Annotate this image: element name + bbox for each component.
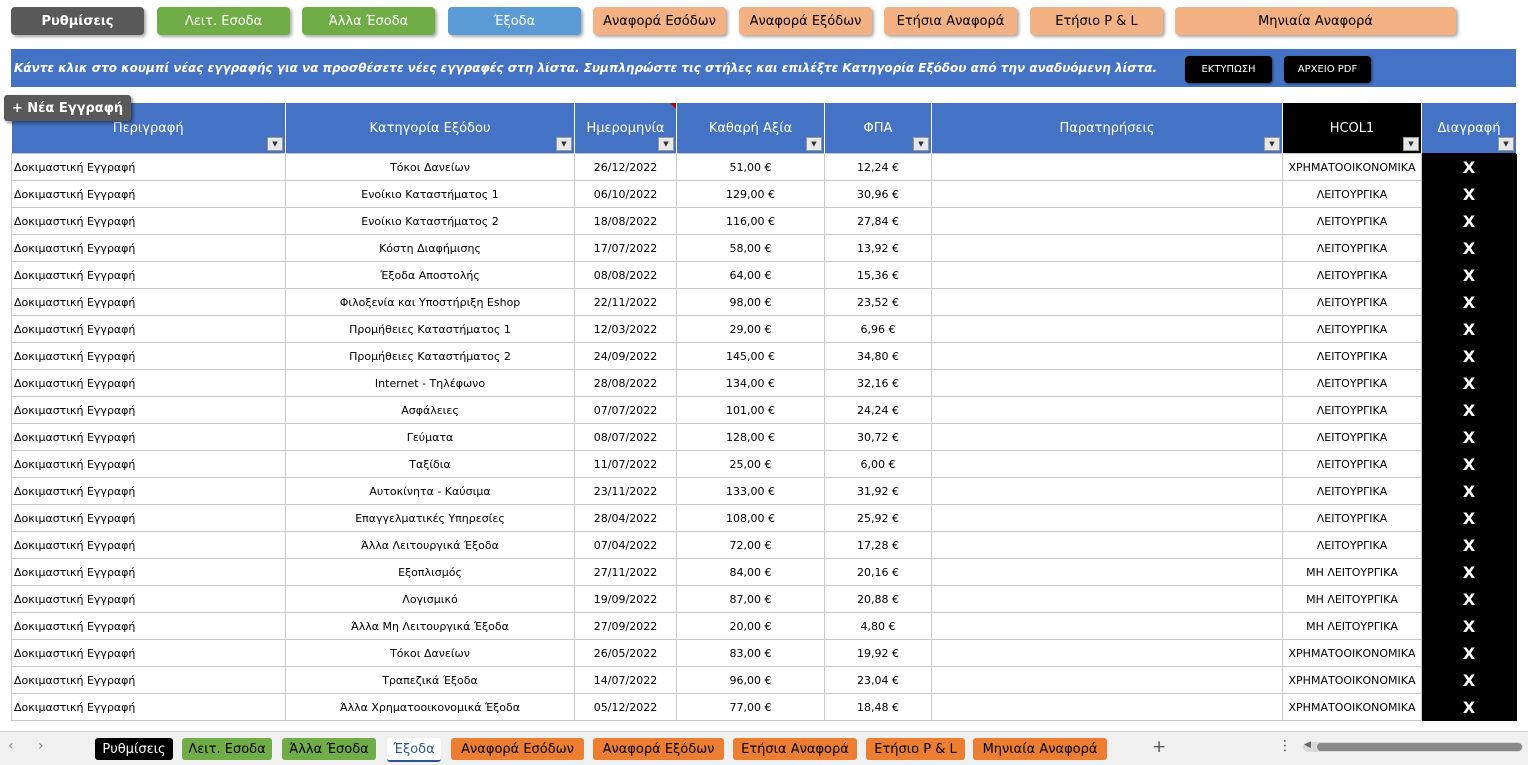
category-cell[interactable]: Ενοίκιο Καταστήματος 2 [286, 208, 575, 235]
tab-operating-income[interactable]: Λειτ. Εσοδα [182, 738, 272, 760]
category-cell[interactable]: Ασφάλειες [286, 397, 575, 424]
description-cell[interactable]: Δοκιμαστική Εγγραφή [12, 235, 286, 262]
table-row [12, 235, 1517, 262]
filter-dropdown-icon[interactable]: ▼ [1498, 137, 1514, 151]
notes-cell[interactable] [932, 397, 1283, 424]
hcol1-cell[interactable]: ΧΡΗΜΑΤΟΟΙΚΟΝΟΜΙΚΑ [1283, 154, 1422, 181]
table-body [12, 154, 1517, 721]
description-cell[interactable]: Δοκιμαστική Εγγραφή [12, 613, 286, 640]
column-header-hcol1 [1283, 103, 1422, 154]
date-cell[interactable]: 18/08/2022 [575, 208, 677, 235]
date-cell[interactable]: 27/11/2022 [575, 559, 677, 586]
notes-cell[interactable] [932, 613, 1283, 640]
vat-cell[interactable]: 18,48 € [825, 694, 932, 721]
table-row [12, 316, 1517, 343]
net-value-cell[interactable]: 134,00 € [677, 370, 825, 397]
table-row [12, 424, 1517, 451]
net-value-cell[interactable]: 84,00 € [677, 559, 825, 586]
description-cell[interactable]: Δοκιμαστική Εγγραφή [12, 262, 286, 289]
comment-indicator [670, 103, 676, 109]
net-value-cell[interactable]: 87,00 € [677, 586, 825, 613]
notes-cell[interactable] [932, 451, 1283, 478]
delete-row-button[interactable]: X [1422, 559, 1517, 586]
net-value-cell[interactable]: 96,00 € [677, 667, 825, 694]
hcol1-cell[interactable]: ΛΕΙΤΟΥΡΓΙΚΑ [1283, 424, 1422, 451]
notes-cell[interactable] [932, 478, 1283, 505]
table-row [12, 289, 1517, 316]
date-cell[interactable]: 28/04/2022 [575, 505, 677, 532]
header-row [12, 103, 1517, 154]
delete-row-button[interactable]: X [1422, 370, 1517, 397]
date-cell[interactable]: 28/08/2022 [575, 370, 677, 397]
hcol1-cell[interactable]: ΛΕΙΤΟΥΡΓΙΚΑ [1283, 208, 1422, 235]
notes-cell[interactable] [932, 208, 1283, 235]
more-options-icon[interactable]: ⋮ [1278, 738, 1292, 754]
net-value-cell[interactable]: 72,00 € [677, 532, 825, 559]
vat-cell[interactable]: 24,24 € [825, 397, 932, 424]
table-row [12, 154, 1517, 181]
net-value-cell[interactable]: 83,00 € [677, 640, 825, 667]
filter-dropdown-icon[interactable]: ▼ [658, 137, 674, 151]
filter-dropdown-icon[interactable]: ▼ [267, 137, 283, 151]
category-cell[interactable]: Επαγγελματικές Υπηρεσίες [286, 505, 575, 532]
notes-cell[interactable] [932, 532, 1283, 559]
horizontal-scrollbar[interactable] [1303, 742, 1523, 752]
net-value-cell[interactable]: 133,00 € [677, 478, 825, 505]
net-value-cell[interactable]: 145,00 € [677, 343, 825, 370]
table-row [12, 397, 1517, 424]
vat-cell[interactable]: 30,72 € [825, 424, 932, 451]
column-header-net-value [677, 103, 825, 154]
filter-dropdown-icon[interactable]: ▼ [556, 137, 572, 151]
description-cell[interactable]: Δοκιμαστική Εγγραφή [12, 667, 286, 694]
hcol1-cell[interactable]: ΧΡΗΜΑΤΟΟΙΚΟΝΟΜΙΚΑ [1283, 640, 1422, 667]
tab-settings[interactable]: Ρυθμίσεις [95, 738, 173, 760]
notes-cell[interactable] [932, 343, 1283, 370]
delete-row-button[interactable]: X [1422, 316, 1517, 343]
table-row [12, 667, 1517, 694]
net-value-cell[interactable]: 64,00 € [677, 262, 825, 289]
hcol1-cell[interactable]: ΛΕΙΤΟΥΡΓΙΚΑ [1283, 451, 1422, 478]
delete-row-button[interactable]: X [1422, 478, 1517, 505]
column-header-vat [825, 103, 932, 154]
hcol1-cell[interactable]: ΜΗ ΛΕΙΤΟΥΡΓΙΚΑ [1283, 613, 1422, 640]
category-cell[interactable]: Εξοπλισμός [286, 559, 575, 586]
delete-row-button[interactable]: X [1422, 640, 1517, 667]
date-cell[interactable]: 26/05/2022 [575, 640, 677, 667]
sheet-tab-bar [0, 731, 1528, 765]
hcol1-cell[interactable]: ΧΡΗΜΑΤΟΟΙΚΟΝΟΜΙΚΑ [1283, 667, 1422, 694]
category-cell[interactable]: Ενοίκιο Καταστήματος 1 [286, 181, 575, 208]
table-row [12, 586, 1517, 613]
filter-dropdown-icon[interactable]: ▼ [1403, 137, 1419, 151]
description-cell[interactable]: Δοκιμαστική Εγγραφή [12, 208, 286, 235]
table-row [12, 559, 1517, 586]
category-cell[interactable]: Φιλοξενία και Υποστήριξη Eshop [286, 289, 575, 316]
description-cell[interactable]: Δοκιμαστική Εγγραφή [12, 181, 286, 208]
table-row [12, 451, 1517, 478]
vat-cell[interactable]: 4,80 € [825, 613, 932, 640]
category-cell[interactable]: Άλλα Χρηματοοικονομικά Έξοδα [286, 694, 575, 721]
delete-row-button[interactable]: X [1422, 262, 1517, 289]
prev-sheet-icon[interactable]: ‹ [8, 738, 14, 754]
delete-row-button[interactable]: X [1422, 289, 1517, 316]
new-entry-button[interactable]: + Νέα Εγγραφή [4, 95, 131, 121]
notes-cell[interactable] [932, 424, 1283, 451]
column-header-label: Περιγραφή [112, 120, 184, 136]
category-cell[interactable]: Άλλα Μη Λειτουργικά Έξοδα [286, 613, 575, 640]
category-cell[interactable]: Προμήθειες Καταστήματος 2 [286, 343, 575, 370]
vat-cell[interactable]: 17,28 € [825, 532, 932, 559]
vat-cell[interactable]: 31,92 € [825, 478, 932, 505]
tab-expenses[interactable]: Έξοδα [387, 738, 441, 762]
date-cell[interactable]: 19/09/2022 [575, 586, 677, 613]
nav-button-expense-report[interactable]: Αναφορά Εξόδων [739, 7, 872, 35]
net-value-cell[interactable]: 128,00 € [677, 424, 825, 451]
notes-cell[interactable] [932, 694, 1283, 721]
net-value-cell[interactable]: 29,00 € [677, 316, 825, 343]
notes-cell[interactable] [932, 559, 1283, 586]
tab-monthly-report[interactable]: Μηνιαία Αναφορά [973, 738, 1107, 760]
description-cell[interactable]: Δοκιμαστική Εγγραφή [12, 532, 286, 559]
vat-cell[interactable]: 20,88 € [825, 586, 932, 613]
column-header-notes [932, 103, 1283, 154]
net-value-cell[interactable]: 77,00 € [677, 694, 825, 721]
description-cell[interactable]: Δοκιμαστική Εγγραφή [12, 370, 286, 397]
net-value-cell[interactable]: 129,00 € [677, 181, 825, 208]
column-header-label: Κατηγορία Εξόδου [369, 120, 491, 136]
notes-cell[interactable] [932, 370, 1283, 397]
notes-cell[interactable] [932, 262, 1283, 289]
hcol1-cell[interactable]: ΛΕΙΤΟΥΡΓΙΚΑ [1283, 181, 1422, 208]
vat-cell[interactable]: 20,16 € [825, 559, 932, 586]
net-value-cell[interactable]: 98,00 € [677, 289, 825, 316]
nav-button-other-income[interactable]: Άλλα Έσοδα [302, 7, 435, 35]
description-cell[interactable]: Δοκιμαστική Εγγραφή [12, 343, 286, 370]
tab-other-income[interactable]: Άλλα Έσοδα [282, 738, 376, 760]
nav-button-operating-income[interactable]: Λειτ. Εσοδα [157, 7, 290, 35]
description-cell[interactable]: Δοκιμαστική Εγγραφή [12, 478, 286, 505]
date-cell[interactable]: 12/03/2022 [575, 316, 677, 343]
delete-row-button[interactable]: X [1422, 694, 1517, 721]
notes-cell[interactable] [932, 235, 1283, 262]
description-cell[interactable]: Δοκιμαστική Εγγραφή [12, 424, 286, 451]
date-cell[interactable]: 08/07/2022 [575, 424, 677, 451]
filter-dropdown-icon[interactable]: ▼ [913, 137, 929, 151]
date-cell[interactable]: 11/07/2022 [575, 451, 677, 478]
column-header-label: Διαγραφή [1437, 120, 1501, 136]
hcol1-cell[interactable]: ΛΕΙΤΟΥΡΓΙΚΑ [1283, 505, 1422, 532]
notes-cell[interactable] [932, 667, 1283, 694]
scroll-left-icon[interactable]: ◀ [1304, 740, 1311, 750]
delete-row-button[interactable]: X [1422, 586, 1517, 613]
notes-cell[interactable] [932, 316, 1283, 343]
date-cell[interactable]: 26/12/2022 [575, 154, 677, 181]
notes-cell[interactable] [932, 154, 1283, 181]
delete-row-button[interactable]: X [1422, 613, 1517, 640]
hcol1-cell[interactable]: ΛΕΙΤΟΥΡΓΙΚΑ [1283, 397, 1422, 424]
category-cell[interactable]: Κόστη Διαφήμισης [286, 235, 575, 262]
hcol1-cell[interactable]: ΛΕΙΤΟΥΡΓΙΚΑ [1283, 235, 1422, 262]
date-cell[interactable]: 06/10/2022 [575, 181, 677, 208]
tab-income-report[interactable]: Αναφορά Εσόδων [451, 738, 584, 760]
delete-row-button[interactable]: X [1422, 424, 1517, 451]
table-row [12, 343, 1517, 370]
vat-cell[interactable]: 15,36 € [825, 262, 932, 289]
description-cell[interactable]: Δοκιμαστική Εγγραφή [12, 289, 286, 316]
nav-button-expenses[interactable]: Έξοδα [448, 7, 581, 35]
hcol1-cell[interactable]: ΛΕΙΤΟΥΡΓΙΚΑ [1283, 478, 1422, 505]
vat-cell[interactable]: 27,84 € [825, 208, 932, 235]
vat-cell[interactable]: 23,04 € [825, 667, 932, 694]
table-row [12, 505, 1517, 532]
delete-row-button[interactable]: X [1422, 667, 1517, 694]
date-cell[interactable]: 27/09/2022 [575, 613, 677, 640]
next-sheet-icon[interactable]: › [38, 738, 44, 754]
net-value-cell[interactable]: 58,00 € [677, 235, 825, 262]
category-cell[interactable]: Ταξίδια [286, 451, 575, 478]
vat-cell[interactable]: 25,92 € [825, 505, 932, 532]
category-cell[interactable]: Έξοδα Αποστολής [286, 262, 575, 289]
description-cell[interactable]: Δοκιμαστική Εγγραφή [12, 154, 286, 181]
hcol1-cell[interactable]: ΜΗ ΛΕΙΤΟΥΡΓΙΚΑ [1283, 586, 1422, 613]
delete-row-button[interactable]: X [1422, 397, 1517, 424]
description-cell[interactable]: Δοκιμαστική Εγγραφή [12, 559, 286, 586]
description-cell[interactable]: Δοκιμαστική Εγγραφή [12, 694, 286, 721]
vat-cell[interactable]: 32,16 € [825, 370, 932, 397]
expenses-table [11, 103, 1517, 721]
hcol1-cell[interactable]: ΛΕΙΤΟΥΡΓΙΚΑ [1283, 316, 1422, 343]
description-cell[interactable]: Δοκιμαστική Εγγραφή [12, 316, 286, 343]
date-cell[interactable]: 07/07/2022 [575, 397, 677, 424]
table-row [12, 262, 1517, 289]
table-row [12, 181, 1517, 208]
description-cell[interactable]: Δοκιμαστική Εγγραφή [12, 505, 286, 532]
net-value-cell[interactable]: 51,00 € [677, 154, 825, 181]
date-cell[interactable]: 22/11/2022 [575, 289, 677, 316]
column-header-label: Καθαρή Αξία [708, 120, 793, 136]
instruction-banner [11, 49, 1516, 87]
notes-cell[interactable] [932, 505, 1283, 532]
date-cell[interactable]: 08/08/2022 [575, 262, 677, 289]
category-cell[interactable]: Γεύματα [286, 424, 575, 451]
delete-row-button[interactable]: X [1422, 343, 1517, 370]
delete-row-button[interactable]: X [1422, 181, 1517, 208]
table-row [12, 613, 1517, 640]
add-sheet-icon[interactable]: + [1152, 737, 1167, 757]
table-row [12, 208, 1517, 235]
hcol1-cell[interactable]: ΛΕΙΤΟΥΡΓΙΚΑ [1283, 289, 1422, 316]
category-cell[interactable]: Προμήθειες Καταστήματος 1 [286, 316, 575, 343]
date-cell[interactable]: 17/07/2022 [575, 235, 677, 262]
notes-cell[interactable] [932, 586, 1283, 613]
tab-annual-pl[interactable]: Ετήσιο P & L [866, 738, 965, 760]
vat-cell[interactable]: 30,96 € [825, 181, 932, 208]
nav-button-annual-pl[interactable]: Ετήσιο P & L [1030, 7, 1163, 35]
net-value-cell[interactable]: 108,00 € [677, 505, 825, 532]
date-cell[interactable]: 07/04/2022 [575, 532, 677, 559]
vat-cell[interactable]: 12,24 € [825, 154, 932, 181]
table-row [12, 694, 1517, 721]
column-header-label: ΦΠΑ [863, 120, 893, 136]
vat-cell[interactable]: 23,52 € [825, 289, 932, 316]
delete-row-button[interactable]: X [1422, 208, 1517, 235]
net-value-cell[interactable]: 116,00 € [677, 208, 825, 235]
nav-button-annual-report[interactable]: Ετήσια Αναφορά [884, 7, 1017, 35]
delete-row-button[interactable]: X [1422, 451, 1517, 478]
column-header-label: Ημερομηνία [586, 120, 665, 136]
category-cell[interactable]: Άλλα Λειτουργικά Έξοδα [286, 532, 575, 559]
table-row [12, 532, 1517, 559]
net-value-cell[interactable]: 25,00 € [677, 451, 825, 478]
description-cell[interactable]: Δοκιμαστική Εγγραφή [12, 586, 286, 613]
table-row [12, 478, 1517, 505]
net-value-cell[interactable]: 20,00 € [677, 613, 825, 640]
nav-button-settings[interactable]: Ρυθμίσεις [11, 7, 144, 35]
hcol1-cell[interactable]: ΜΗ ΛΕΙΤΟΥΡΓΙΚΑ [1283, 559, 1422, 586]
pdf-button[interactable]: ΑΡΧΕΙΟ PDF [1284, 56, 1371, 83]
tab-annual-report[interactable]: Ετήσια Αναφορά [733, 738, 857, 760]
scrollbar-thumb[interactable] [1317, 743, 1522, 751]
category-cell[interactable]: Internet - Τηλέφωνο [286, 370, 575, 397]
description-cell[interactable]: Δοκιμαστική Εγγραφή [12, 451, 286, 478]
vat-cell[interactable]: 6,96 € [825, 316, 932, 343]
table-row [12, 640, 1517, 667]
vat-cell[interactable]: 19,92 € [825, 640, 932, 667]
filter-dropdown-icon[interactable]: ▼ [1264, 137, 1280, 151]
hcol1-cell[interactable]: ΛΕΙΤΟΥΡΓΙΚΑ [1283, 343, 1422, 370]
delete-row-button[interactable]: X [1422, 235, 1517, 262]
category-cell[interactable]: Λογισμικό [286, 586, 575, 613]
date-cell[interactable]: 14/07/2022 [575, 667, 677, 694]
print-button[interactable]: ΕΚΤΥΠΩΣΗ [1185, 56, 1272, 83]
category-cell[interactable]: Τόκοι Δανείων [286, 640, 575, 667]
instruction-text: Κάντε κλικ στο κουμπί νέας εγγραφής για να προσθέσετε νέες εγγραφές στη λίστα. Συμπληρώστε τις στήλες και επιλέξτε Κατηγορία Εξόδου από την αναδυόμενη λίστα. [14, 61, 1158, 75]
delete-row-button[interactable]: X [1422, 505, 1517, 532]
vat-cell[interactable]: 13,92 € [825, 235, 932, 262]
notes-cell[interactable] [932, 181, 1283, 208]
description-cell[interactable]: Δοκιμαστική Εγγραφή [12, 397, 286, 424]
table-row [12, 370, 1517, 397]
date-cell[interactable]: 05/12/2022 [575, 694, 677, 721]
date-cell[interactable]: 24/09/2022 [575, 343, 677, 370]
delete-row-button[interactable]: X [1422, 154, 1517, 181]
net-value-cell[interactable]: 101,00 € [677, 397, 825, 424]
notes-cell[interactable] [932, 289, 1283, 316]
category-cell[interactable]: Τόκοι Δανείων [286, 154, 575, 181]
description-cell[interactable]: Δοκιμαστική Εγγραφή [12, 640, 286, 667]
column-header-label: HCOL1 [1329, 120, 1375, 136]
delete-row-button[interactable]: X [1422, 532, 1517, 559]
date-cell[interactable]: 23/11/2022 [575, 478, 677, 505]
column-header-label: Παρατηρήσεις [1059, 120, 1155, 136]
vat-cell[interactable]: 34,80 € [825, 343, 932, 370]
tab-expense-report[interactable]: Αναφορά Εξόδων [593, 738, 724, 760]
filter-dropdown-icon[interactable]: ▼ [806, 137, 822, 151]
column-header-delete [1422, 103, 1517, 154]
category-cell[interactable]: Αυτοκίνητα - Καύσιμα [286, 478, 575, 505]
category-cell[interactable]: Τραπεζικά Έξοδα [286, 667, 575, 694]
nav-button-monthly-report[interactable]: Μηνιαία Αναφορά [1175, 7, 1456, 35]
hcol1-cell[interactable]: ΧΡΗΜΑΤΟΟΙΚΟΝΟΜΙΚΑ [1283, 694, 1422, 721]
column-header-date [575, 103, 677, 154]
nav-button-income-report[interactable]: Αναφορά Εσόδων [593, 7, 726, 35]
column-header-expense-category [286, 103, 575, 154]
vat-cell[interactable]: 6,00 € [825, 451, 932, 478]
hcol1-cell[interactable]: ΛΕΙΤΟΥΡΓΙΚΑ [1283, 262, 1422, 289]
hcol1-cell[interactable]: ΛΕΙΤΟΥΡΓΙΚΑ [1283, 532, 1422, 559]
hcol1-cell[interactable]: ΛΕΙΤΟΥΡΓΙΚΑ [1283, 370, 1422, 397]
notes-cell[interactable] [932, 640, 1283, 667]
